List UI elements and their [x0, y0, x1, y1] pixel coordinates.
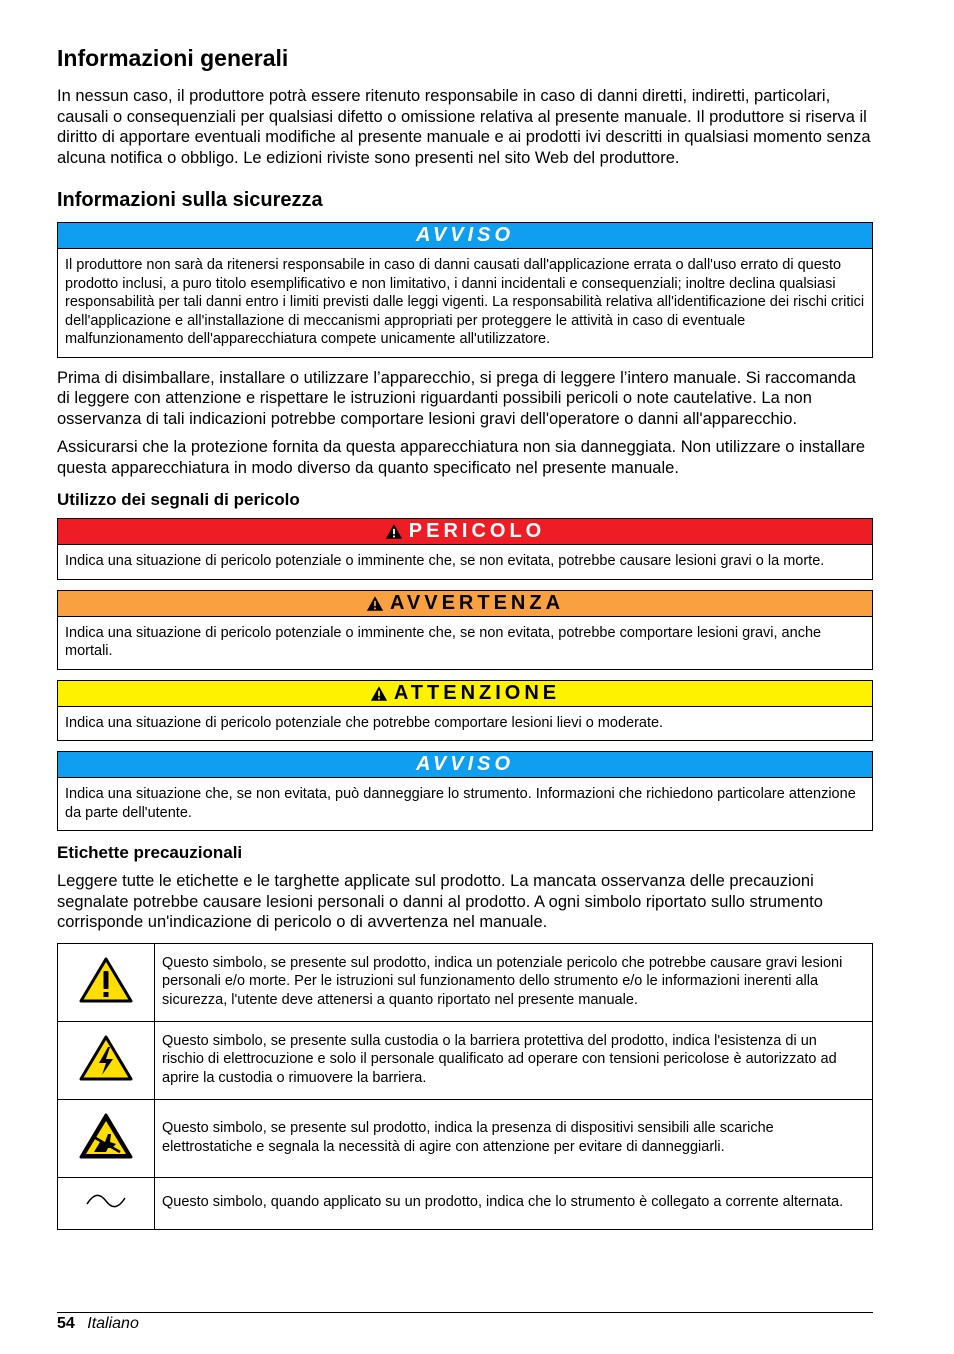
table-row — [58, 943, 873, 1021]
warning-text: Indica una situazione di pericolo potenziale o imminente che, se non evitata, potrebbe comportare lesioni gravi, anche mortali. — [65, 624, 822, 659]
alternating-current-icon — [84, 1191, 128, 1211]
safety-info-title: Informazioni sulla sicurezza — [57, 189, 323, 211]
notice-header — [58, 223, 872, 249]
notice-label: AVVISO — [415, 753, 515, 775]
caution-text: Indica una situazione di pericolo potenziale che potrebbe comportare lesioni lievi o moderate. — [65, 714, 664, 731]
warning-box — [57, 590, 873, 670]
page-content — [57, 42, 873, 1230]
danger-text: Indica una situazione di pericolo potenziale o imminente che, se non evitata, potrebbe causare lesioni gravi o la morte. — [65, 553, 825, 569]
symbol-description: Questo simbolo, quando applicato su un prodotto, indica che lo strumento è collegato a corrente alternata. — [155, 1177, 873, 1229]
notice-text: Il produttore non sarà da ritenersi responsabile in caso di danni causati dall'applicazione errata o dall'uso errato di questo prodotto inclusi, a puro titolo esemplificativo e non limitativo, i danni incidentali e consequenziali; inoltre declina qualsiasi responsabilità per tali danni entro i limiti previsti dalle leggi vigenti. La responsabilità relativa all'identificazione dei rischi critici dell'applicazione e all'installazione di meccanismi appropriati per proteggere le attività in caso di eventuale malfunzionamento dell'apparecchiatura compete unicamente all'utilizzatore. — [65, 257, 865, 347]
safety-paragraph-2: Assicurarsi che la protezione fornita da questa apparecchiatura non sia danneggiata. Non utilizzare o installare questa apparecchiatura in modo diverso da quanto specificato nel presente manuale. — [57, 438, 866, 477]
notice-box-hazard — [57, 751, 873, 831]
precaution-labels-text: Leggere tutte le etichette e le targhette applicate sul prodotto. La mancata osservanza delle precauzioni segnalate potrebbe causare lesioni personali o danni al prodotto. A ogni simbolo riportato sullo strumento corrisponde un'indicazione di pericolo o di avvertenza nel manuale. — [57, 872, 823, 931]
warning-triangle-icon — [370, 685, 388, 702]
table-row — [58, 1021, 873, 1099]
notice-text: Indica una situazione che, se non evitata, può danneggiare lo strumento. Informazioni che richiedono particolare attenzione da parte dell'utente. — [65, 786, 856, 821]
warning-triangle-icon — [385, 523, 403, 540]
danger-header — [58, 519, 872, 545]
notice-header — [58, 752, 872, 778]
table-row — [58, 1099, 873, 1177]
danger-label: PERICOLO — [408, 520, 546, 542]
page-number: 54 — [57, 1315, 75, 1332]
table-row — [58, 1177, 873, 1229]
symbol-description: Questo simbolo, se presente sul prodotto, indica la presenza di dispositivi sensibili alle scariche elettrostatiche e segnala la necessità di agire con attenzione per evitare di danneggiarli. — [155, 1099, 873, 1177]
general-info-text: In nessun caso, il produttore potrà essere ritenuto responsabile in caso di danni diretti, indiretti, particolari, causali o consequenziali per qualsiasi difetto o omissione relativa al presente manuale. Il produttore si riserva il diritto di apportare eventuali modifiche al presente manuale e ai prodotti ivi descritti in qualsiasi momento senza alcuna notifica o obbligo. Le edizioni riviste sono presenti nel sito Web del produttore. — [57, 87, 871, 167]
page-footer — [57, 1312, 873, 1333]
general-info-title: Informazioni generali — [57, 45, 289, 71]
warning-triangle-icon — [366, 595, 384, 612]
notice-label: AVVISO — [415, 224, 515, 246]
warning-label: AVVERTENZA — [389, 591, 565, 614]
danger-box — [57, 518, 873, 580]
notice-box-safety — [57, 222, 873, 358]
caution-label: ATTENZIONE — [393, 681, 561, 704]
general-warning-icon — [78, 956, 134, 1004]
electrical-hazard-icon — [78, 1034, 134, 1082]
esd-icon — [78, 1112, 134, 1160]
footer-language: Italiano — [87, 1315, 139, 1332]
caution-box — [57, 680, 873, 742]
caution-header — [58, 681, 872, 707]
hazard-signals-title: Utilizzo dei segnali di pericolo — [57, 490, 300, 509]
symbol-description: Questo simbolo, se presente sul prodotto, indica un potenziale pericolo che potrebbe causare gravi lesioni personali e/o morte. Per le istruzioni sul funzionamento dello strumento e/o le informazioni inerenti alla sicurezza, l'utente deve attenersi a quanto riportato nel presente manuale. — [155, 943, 873, 1021]
precaution-labels-title: Etichette precauzionali — [57, 843, 243, 862]
safety-paragraph-1: Prima di disimballare, installare o utilizzare l’apparecchio, si prega di leggere l’intero manuale. Si raccomanda di leggere con attenzione e rispettare le istruzioni riguardanti possibili pericoli o note cautelative. La non osservanza di tali indicazioni potrebbe comportare lesioni gravi dell'operatore o danni all'apparecchio. — [57, 368, 856, 428]
symbols-table — [57, 943, 873, 1230]
symbol-description: Questo simbolo, se presente sulla custodia o la barriera protettiva del prodotto, indica l'esistenza di un rischio di elettrocuzione e solo il personale qualificato ad operare con tensioni pericolose è autorizzato ad aprire la custodia o rimuovere la barriera. — [155, 1021, 873, 1099]
warning-header — [58, 591, 872, 617]
